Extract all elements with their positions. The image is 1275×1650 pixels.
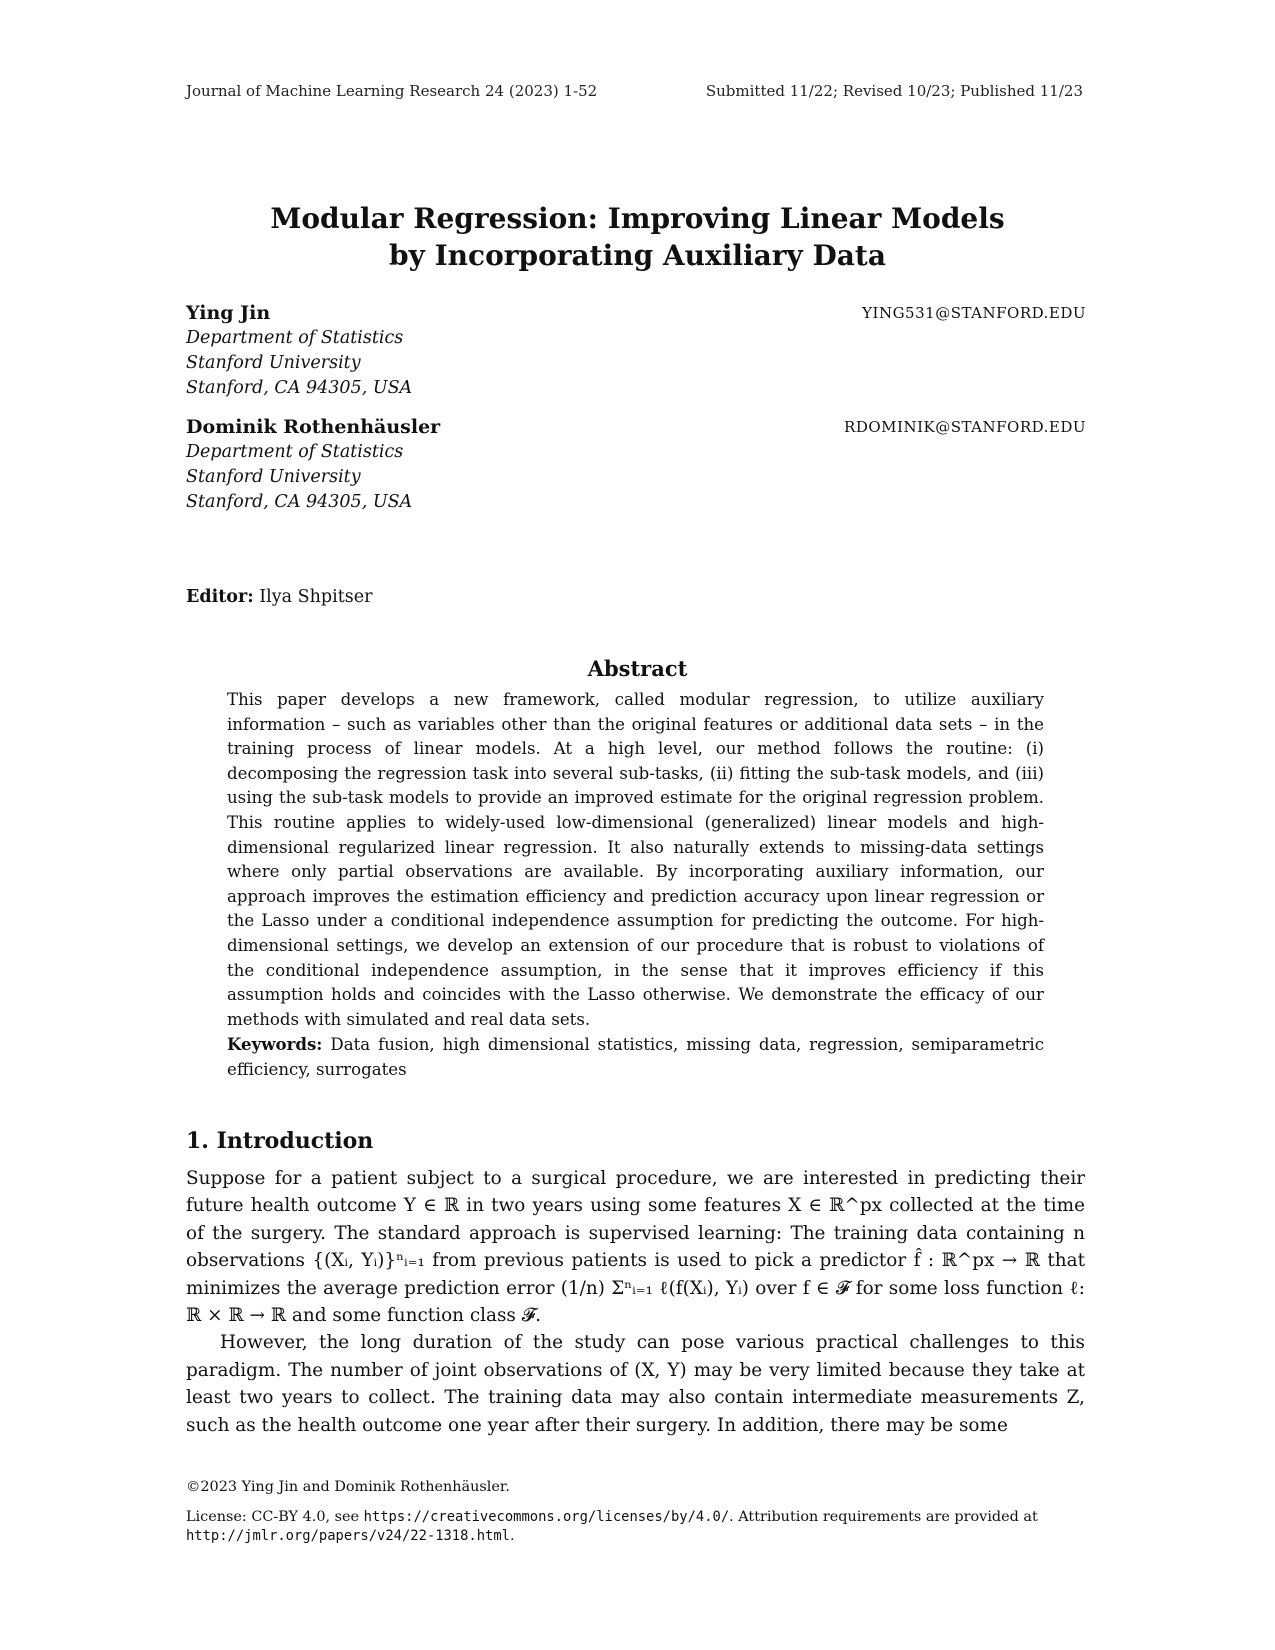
author-university: Stanford University bbox=[186, 467, 361, 487]
title-line-1: Modular Regression: Improving Linear Models bbox=[270, 202, 1005, 235]
author-email[interactable]: RDOMINIK@STANFORD.EDU bbox=[844, 418, 1086, 436]
author-block-1 bbox=[186, 300, 1086, 401]
author-block-2 bbox=[186, 414, 1086, 515]
title-line-2: by Incorporating Auxiliary Data bbox=[388, 239, 887, 272]
publication-dates: Submitted 11/22; Revised 10/23; Published 11/23 bbox=[705, 82, 1083, 100]
keywords-label: Keywords: bbox=[227, 1034, 323, 1055]
abstract-heading: Abstract bbox=[587, 656, 688, 681]
author-department: Department of Statistics bbox=[186, 442, 404, 462]
author-email[interactable]: YING531@STANFORD.EDU bbox=[862, 304, 1086, 322]
journal-header: Journal of Machine Learning Research 24 (2023) 1-52 bbox=[186, 82, 598, 100]
keywords-list: Data fusion, high dimensional statistics, missing data, regression, semiparametric efficiency, surrogates bbox=[227, 1035, 1045, 1079]
paper-link[interactable]: http://jmlr.org/papers/v24/22-1318.html bbox=[186, 1528, 510, 1544]
introduction-body bbox=[186, 1165, 1085, 1439]
author-address: Stanford, CA 94305, USA bbox=[186, 492, 413, 512]
copyright-notice: ©2023 Ying Jin and Dominik Rothenhäusler. bbox=[186, 1479, 510, 1495]
editor-label: Editor: bbox=[186, 587, 254, 607]
author-name: Dominik Rothenhäusler bbox=[186, 416, 441, 438]
intro-paragraph-2: However, the long duration of the study can pose various practical challenges to this paradigm. The number of joint observations of (X, Y) may be very limited because they take at least two years to collect. The training data may also contain intermediate measurements Z, such as the health outcome one year after their surgery. In addition, there may be some bbox=[186, 1332, 1085, 1436]
license-link[interactable]: https://creativecommons.org/licenses/by/4.0/ bbox=[363, 1509, 730, 1525]
abstract-text: This paper develops a new framework, called modular regression, to utilize auxiliary information – such as variables other than the original features or additional data sets – in the training process of linear models. At a high level, our method follows the routine: (i) decomposing the regression task into several sub-tasks, (ii) fitting the sub-task models, and (iii) using the sub-task models to provide an improved estimate for the original regression problem. This routine applies to widely-used low-dimensional (generalized) linear models and high-dimensional regularized linear regression. It also naturally extends to missing-data settings where only partial observations are available. By incorporating auxiliary information, our approach improves the estimation efficiency and prediction accuracy upon linear regression or the Lasso under a conditional independence assumption for predicting the outcome. For high-dimensional settings, we develop an extension of our procedure that is robust to violations of the conditional independence assumption, in the sense that it improves efficiency if this assumption holds and coincides with the Lasso otherwise. We demonstrate the efficacy of our methods with simulated and real data sets. bbox=[227, 690, 1044, 1029]
keywords-line bbox=[227, 1032, 1044, 1082]
editor-line bbox=[186, 587, 372, 607]
author-name: Ying Jin bbox=[186, 302, 271, 324]
author-department: Department of Statistics bbox=[186, 328, 404, 348]
paper-title bbox=[0, 200, 1275, 274]
license-notice bbox=[186, 1508, 1085, 1546]
license-prefix: License: CC-BY 4.0, see bbox=[186, 1509, 360, 1525]
license-mid: . Attribution requirements are provided at bbox=[729, 1509, 1038, 1525]
section-heading-introduction: 1. Introduction bbox=[186, 1128, 374, 1154]
license-end: . bbox=[509, 1528, 515, 1544]
editor-name: Ilya Shpitser bbox=[259, 587, 373, 607]
author-address: Stanford, CA 94305, USA bbox=[186, 378, 413, 398]
author-university: Stanford University bbox=[186, 353, 361, 373]
intro-paragraph-1: Suppose for a patient subject to a surgical procedure, we are interested in predicting their future health outcome Y ∈ ℝ in two years using some features X ∈ ℝ^px collected at the time of the surgery. The standard approach is supervised learning: The training data containing n observations {(Xᵢ, Yᵢ)}ⁿᵢ₌₁ from previous patients is used to pick a predictor f̂ : ℝ^px → ℝ that minimizes the average prediction error (1/n) Σⁿᵢ₌₁ ℓ(f(Xᵢ), Yᵢ) over f ∈ 𝓕 for some loss function ℓ: ℝ × ℝ → ℝ and some function class 𝓕. bbox=[186, 1168, 1085, 1327]
abstract-body bbox=[227, 688, 1044, 1083]
